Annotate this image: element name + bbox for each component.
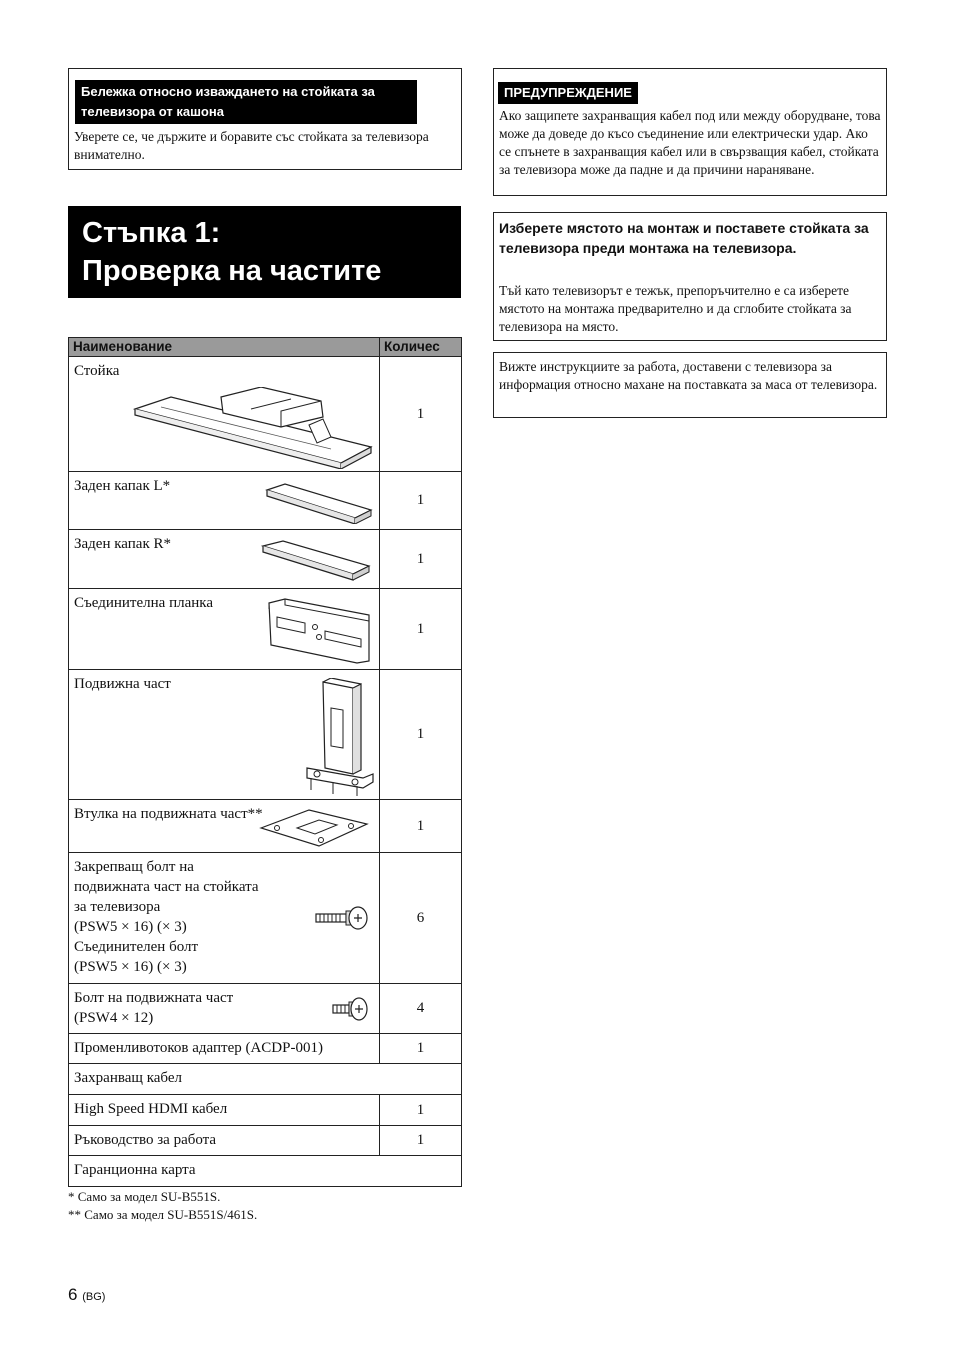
part-name-line: подвижната част на стойката <box>74 879 259 895</box>
table-row <box>69 984 462 1034</box>
footnote: * Само за модел SU-B551S. <box>68 1189 221 1204</box>
part-name-line: Закрепващ болт на <box>74 859 194 875</box>
stand-icon <box>131 387 376 469</box>
step-title-line2: Проверка на частите <box>82 255 382 287</box>
part-quantity: 1 <box>380 800 462 853</box>
part-quantity: 1 <box>380 357 462 472</box>
part-quantity: 6 <box>380 853 462 984</box>
long-screw-icon <box>314 905 370 931</box>
warning-body: Ако защипете захранващия кабел под или между оборудване, това може да доведе до късо съединение или електрически удар. Ако се спънете в захранващия кабел или в свързващия кабел, стойката за телевизора може да падне и да причини нараняване. <box>499 108 881 177</box>
table-row <box>69 1126 462 1156</box>
warning-heading: ПРЕДУПРЕЖДЕНИЕ <box>498 82 638 104</box>
part-name-line: Болт на подвижната част <box>74 990 234 1006</box>
part-name: Подвижна част <box>74 676 171 692</box>
part-name: Стойка <box>74 363 120 379</box>
part-name-line: (PSW5 × 16) (× 3) <box>74 959 187 975</box>
part-quantity: 1 <box>380 1126 462 1156</box>
page-number-value: 6 <box>68 1285 78 1304</box>
see-also-body: Вижте инструкциите за работа, доставени с телевизора за информация относно махане на поставката за маса от телевизора. <box>499 359 878 392</box>
removal-note-body: Уверете се, че държите и боравите със стойката за телевизора внимателно. <box>74 129 429 162</box>
rear-cover-r-icon <box>261 538 373 584</box>
see-also-box <box>493 352 887 418</box>
footnotes <box>68 1188 462 1224</box>
footnote: ** Само за модел SU-B551S/461S. <box>68 1207 258 1222</box>
short-screw-icon <box>331 996 369 1022</box>
part-quantity: 1 <box>380 472 462 530</box>
rear-cover-l-icon <box>265 480 375 524</box>
part-name: Заден капак R* <box>74 536 171 552</box>
part-name: Променливотоков адаптер (ACDP-001) <box>74 1040 323 1056</box>
part-name: High Speed HDMI кабел <box>74 1101 228 1117</box>
part-quantity: 1 <box>380 1095 462 1126</box>
table-row <box>69 1034 462 1064</box>
header-name: Наименование <box>69 338 380 357</box>
part-name: Заден капак L* <box>74 478 171 494</box>
table-row <box>69 357 462 472</box>
part-name: Втулка на подвижната част** <box>74 806 263 822</box>
table-row <box>69 800 462 853</box>
connecting-plate-icon <box>265 597 373 665</box>
movable-part-icon <box>303 678 375 796</box>
page-number <box>68 1285 105 1305</box>
part-name-line: (PSW5 × 16) (× 3) <box>74 919 187 935</box>
select-location-box <box>493 212 887 341</box>
part-quantity: 1 <box>380 589 462 670</box>
part-name: Захранващ кабел <box>74 1070 182 1086</box>
bushing-icon <box>259 806 371 848</box>
part-name-line: Съединителен болт <box>74 939 199 955</box>
table-row <box>69 589 462 670</box>
step-title-line1: Стъпка 1: <box>82 217 221 249</box>
table-row <box>69 670 462 800</box>
table-row <box>69 1156 462 1187</box>
part-name: Съединителна планка <box>74 595 213 611</box>
header-quantity: Количес <box>380 338 462 357</box>
select-location-heading: Изберете мястото на монтаж и поставете стойката за телевизора преди монтажа на телевизора. <box>499 220 869 256</box>
part-name-line: за телевизора <box>74 899 161 915</box>
part-name: Ръководство за работа <box>74 1132 217 1148</box>
part-quantity: 1 <box>380 1034 462 1064</box>
part-quantity: 4 <box>380 984 462 1034</box>
parts-table <box>68 337 462 1187</box>
table-row <box>69 472 462 530</box>
parts-table-header <box>69 338 462 357</box>
removal-note-heading: Бележка относно изваждането на стойката за телевизора от кашона <box>75 80 417 124</box>
warning-box <box>493 68 887 196</box>
select-location-body: Тъй като телевизорът е тежък, препоръчително е са изберете мястото на монтажа предварително и да сглобите стойката за телевизора на място. <box>499 283 852 334</box>
step-banner <box>68 206 461 298</box>
part-name: Гаранционна карта <box>74 1162 196 1178</box>
table-row <box>69 853 462 984</box>
table-row <box>69 1064 462 1095</box>
removal-note-box <box>68 68 462 170</box>
part-quantity: 1 <box>380 530 462 589</box>
part-quantity: 1 <box>380 670 462 800</box>
page-language: (BG) <box>82 1291 106 1303</box>
table-row <box>69 1095 462 1126</box>
part-name-line: (PSW4 × 12) <box>74 1010 154 1026</box>
table-row <box>69 530 462 589</box>
